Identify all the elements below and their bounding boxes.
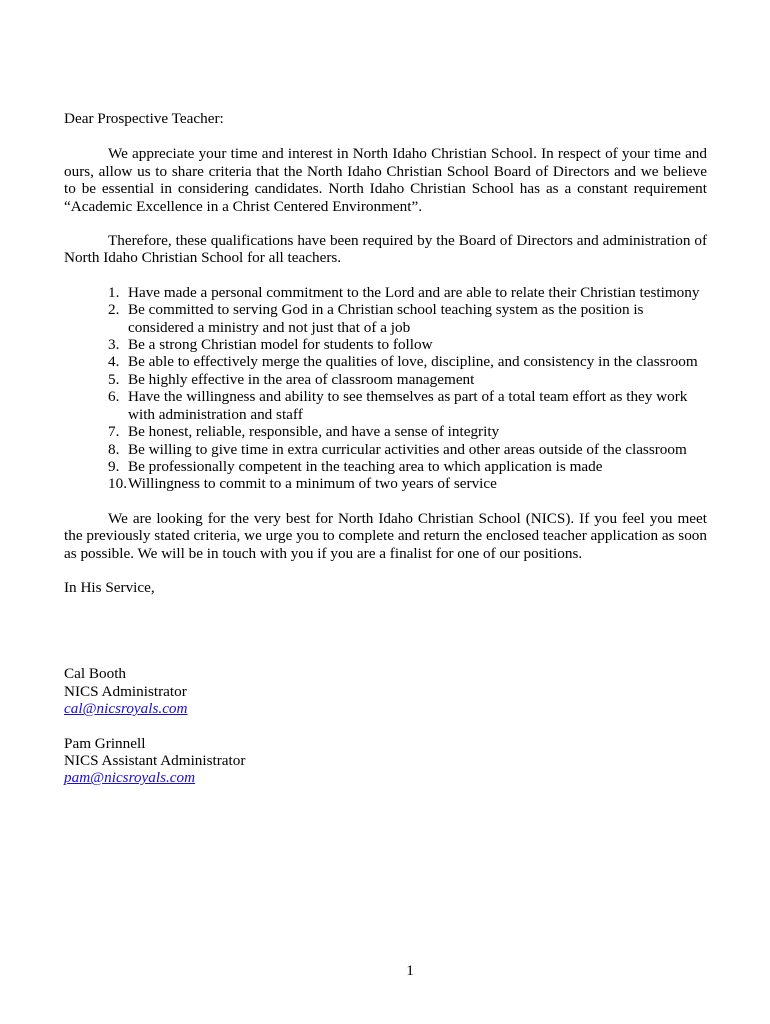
signature-block-assistant-administrator (64, 735, 707, 787)
list-item (64, 353, 707, 370)
qualifications-list (64, 284, 707, 493)
list-item-number: 6. (108, 388, 120, 406)
salutation: Dear Prospective Teacher: (64, 110, 224, 127)
email-link[interactable]: pam@nicsroyals.com (64, 769, 196, 787)
signature-block-administrator (64, 665, 707, 717)
list-item-number: 3. (108, 336, 120, 354)
list-item-text: Be honest, reliable, responsible, and have a sense of integrity (128, 423, 500, 441)
list-item (64, 441, 707, 458)
list-item-number: 2. (108, 301, 120, 319)
list-item-number: 8. (108, 440, 120, 458)
list-item-number: 7. (108, 423, 120, 441)
list-item (64, 475, 707, 492)
page-number: 1 (406, 962, 414, 979)
signatory-name: Cal Booth (64, 665, 127, 683)
list-item-text: Be committed to serving God in a Christian school teaching system as the position is considered a ministry and not just that of a job (128, 301, 644, 336)
email-link[interactable]: cal@nicsroyals.com (64, 700, 188, 718)
list-item-number: 9. (108, 457, 120, 475)
list-item (64, 458, 707, 475)
list-item (64, 371, 707, 388)
list-item-text: Have the willingness and ability to see themselves as part of a total team effort as they work with administration and staff (128, 388, 688, 423)
closing-paragraph: We are looking for the very best for North Idaho Christian School (NICS). If you feel you meet the previously stated criteria, we urge you to complete and return the enclosed teacher application as soon as possible. We will be in touch with you if you are a finalist for one of our positions. (64, 509, 707, 562)
list-item (64, 301, 707, 336)
list-item-number: 1. (108, 283, 120, 301)
signatory-title: NICS Assistant Administrator (64, 751, 246, 769)
signatory-name: Pam Grinnell (64, 734, 146, 752)
closing-salutation: In His Service, (64, 578, 155, 596)
list-item (64, 423, 707, 440)
list-item-number: 10. (108, 475, 127, 493)
signatory-title: NICS Administrator (64, 682, 187, 700)
list-item-text: Willingness to commit to a minimum of two years of service (128, 475, 497, 493)
list-item-text: Be professionally competent in the teaching area to which application is made (128, 457, 603, 475)
qualifications-intro-paragraph: Therefore, these qualifications have been required by the Board of Directors and administration of North Idaho Christian School for all teachers. (64, 232, 707, 267)
list-item-text: Have made a personal commitment to the Lord and are able to relate their Christian testimony (128, 283, 700, 301)
letter-body (64, 110, 707, 787)
list-item-text: Be highly effective in the area of classroom management (128, 370, 475, 388)
list-item (64, 388, 707, 423)
list-item (64, 336, 707, 353)
list-item-text: Be willing to give time in extra curricular activities and other areas outside of the classroom (128, 440, 687, 458)
list-item-number: 4. (108, 353, 120, 371)
list-item-text: Be a strong Christian model for students to follow (128, 336, 433, 354)
list-item-number: 5. (108, 370, 120, 388)
list-item (64, 284, 707, 301)
list-item-text: Be able to effectively merge the qualities of love, discipline, and consistency in the classroom (128, 353, 698, 371)
intro-paragraph: We appreciate your time and interest in North Idaho Christian School. In respect of your time and ours, allow us to share criteria that the North Idaho Christian School Board of Directors and we believe to be essential in considering candidates. North Idaho Christian School has as a constant requirement “Academic Excellence in a Christ Centered Environment”. (64, 145, 707, 215)
